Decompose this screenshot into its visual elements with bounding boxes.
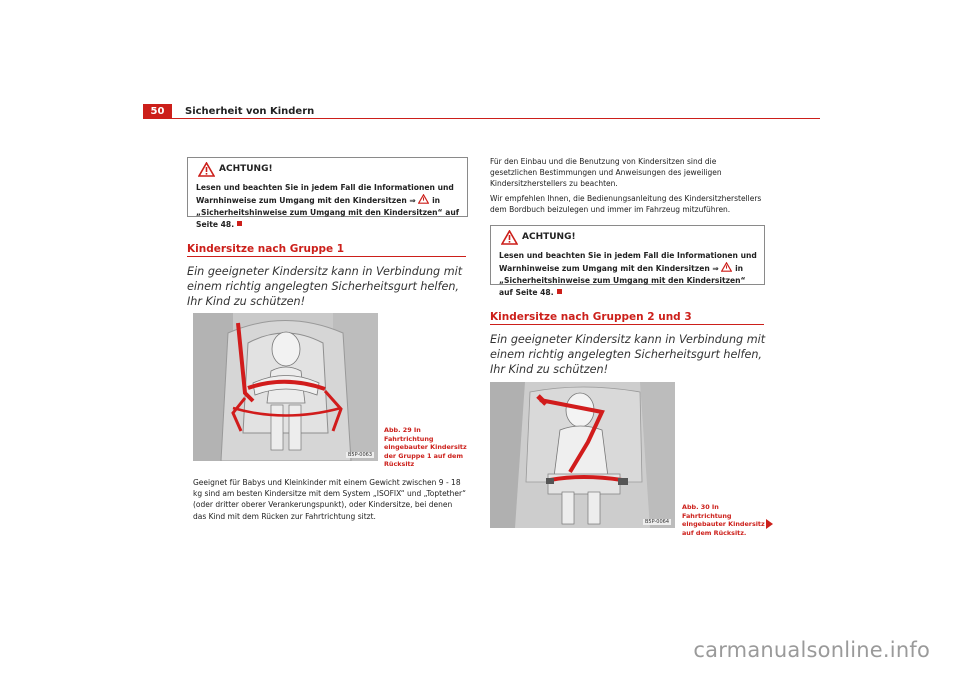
figure-child-seat-group23	[490, 382, 675, 528]
figure-child-seat-group1	[193, 313, 378, 461]
section-divider	[187, 256, 466, 257]
page-number: 50	[143, 104, 172, 119]
section-heading-group1: Kindersitze nach Gruppe 1	[187, 243, 345, 255]
warning-triangle-icon	[418, 194, 429, 204]
body-paragraph: Geeignet für Babys und Kleinkinder mit einem Gewicht zwischen 9 - 18 kg sind am besten Kindersitze mit dem System „ISOFIX“ und „Toptether“ (oder dritter oberer Verankerungspunkt), oder Kindersitze, bei denen das Kind mit dem Rücken zur Fahrtrichtung sitzt.	[193, 478, 466, 521]
figure-caption: Abb. 29 In Fahrtrichtung eingebauter Kindersitz der Gruppe 1 auf dem Rücksitz	[384, 426, 467, 469]
section-lead-text: Ein geeigneter Kindersitz kann in Verbindung mit einem richtig angelegten Sicherheitsgurt helfen, Ihr Kind zu schützen!	[187, 265, 463, 308]
warning-box-right	[490, 225, 765, 297]
end-marker	[237, 221, 242, 226]
warning-text: Lesen und beachten Sie in jedem Fall die Informationen und Warnhinweise zum Umgang mit den Kindersitzen ⇒ in „Sicherheitshinweise zum Umgang mit den Kindersitzen“ auf Seite 48.	[499, 251, 757, 297]
intro-paragraph-1: Für den Einbau und die Benutzung von Kindersitzen sind die gesetzlichen Bestimmungen und Anweisungen des jeweiligen Kindersitzherstellers zu beachten.	[490, 157, 722, 189]
figure-code: B5P-0063	[347, 452, 372, 458]
warning-triangle-icon	[721, 262, 732, 272]
intro-paragraph-2: Wir empfehlen Ihnen, die Bedienungsanleitung des Kindersitzherstellers dem Bordbuch beizulegen und immer im Fahrzeug mitzuführen.	[490, 194, 762, 215]
warning-title: ACHTUNG!	[522, 232, 576, 242]
page-title: Sicherheit von Kindern	[185, 106, 315, 117]
child-seat-illustration	[193, 313, 378, 461]
watermark: carmanualsonline.info	[693, 638, 930, 662]
figure-code: B5P-0064	[644, 519, 669, 525]
warning-text: Lesen und beachten Sie in jedem Fall die Informationen und Warnhinweise zum Umgang mit den Kindersitzen ⇒ in „Sicherheitshinweise zum Umgang mit den Kindersitzen“ auf Seite 48.	[196, 183, 460, 229]
header-divider	[172, 118, 820, 119]
child-seat-illustration	[490, 382, 675, 528]
section-heading-group23: Kindersitze nach Gruppen 2 und 3	[490, 311, 692, 323]
warning-title: ACHTUNG!	[219, 164, 273, 174]
warning-triangle-icon	[501, 230, 518, 245]
section-lead-text: Ein geeigneter Kindersitz kann in Verbindung mit einem richtig angelegten Sicherheitsgurt helfen, Ihr Kind zu schützen!	[490, 333, 766, 376]
next-page-arrow-icon[interactable]	[766, 519, 773, 529]
warning-box-left	[187, 157, 468, 229]
warning-triangle-icon	[198, 162, 215, 177]
section-divider	[490, 324, 764, 325]
figure-caption: Abb. 30 In Fahrtrichtung eingebauter Kindersitz auf dem Rücksitz.	[682, 503, 765, 537]
end-marker	[557, 289, 562, 294]
